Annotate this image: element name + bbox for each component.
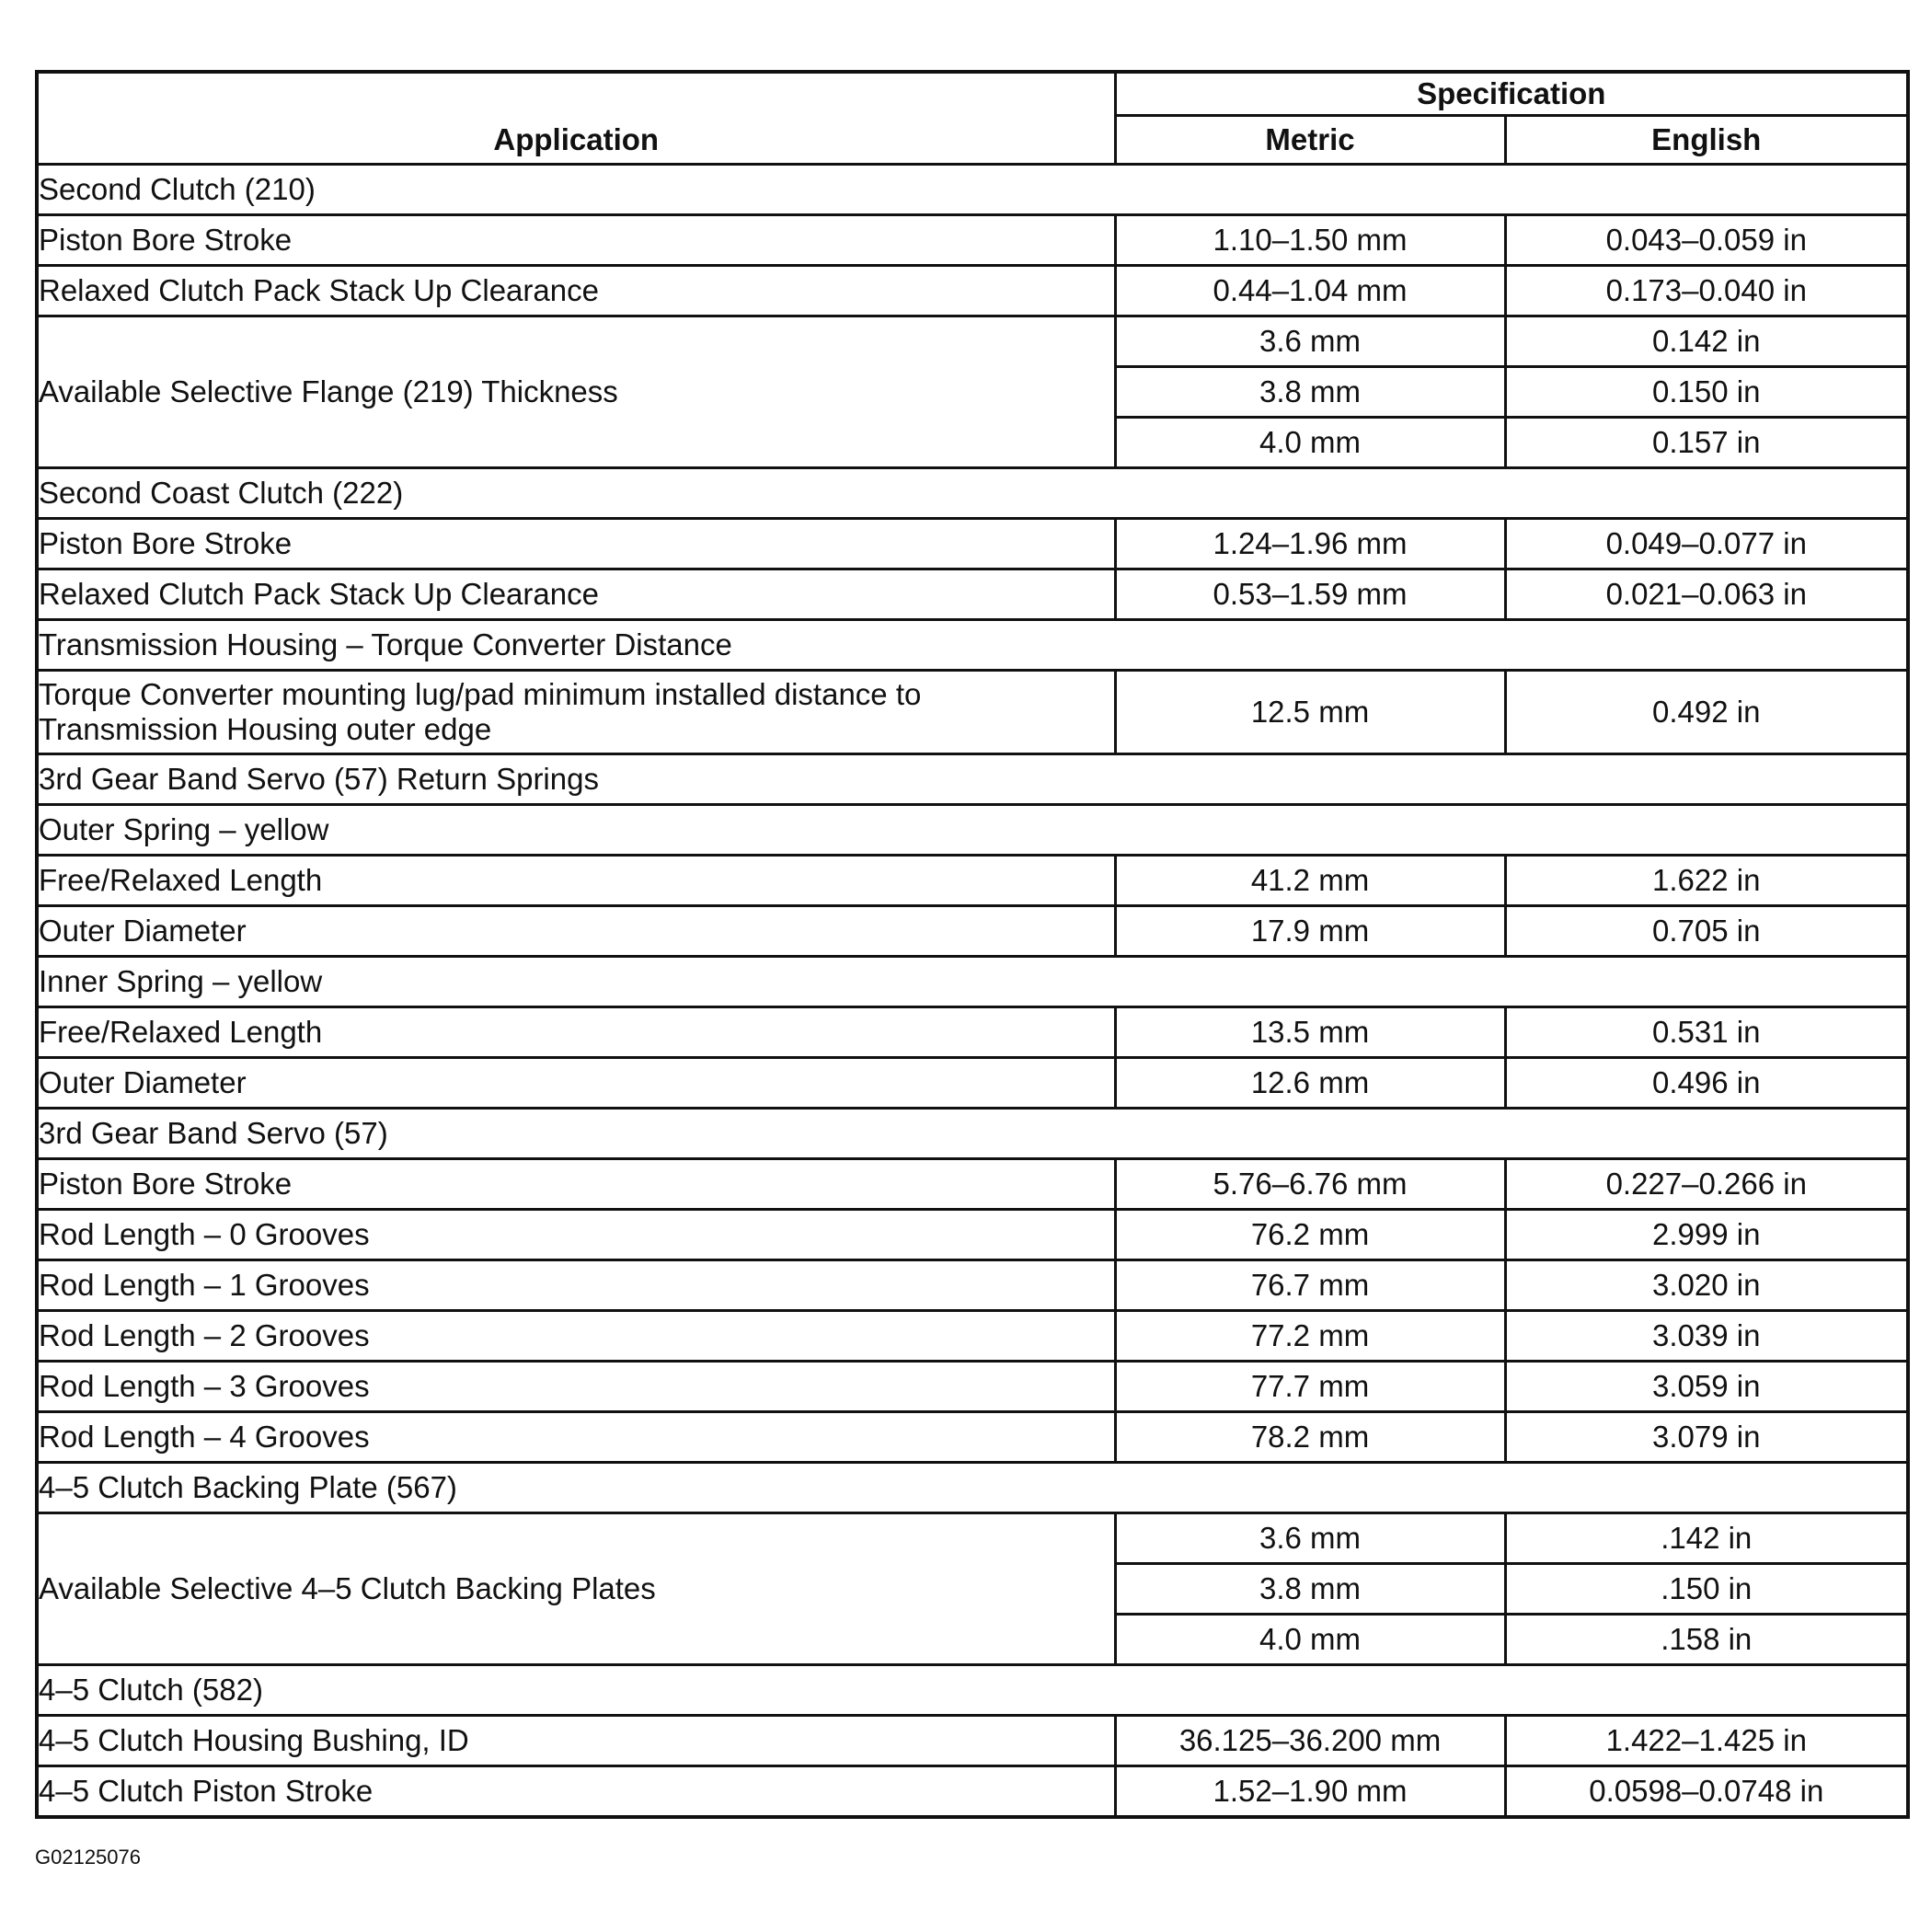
metric-value: 76.7 mm [1115,1260,1505,1311]
row-label-line: Transmission Housing outer edge [39,712,492,746]
english-value: 0.142 in [1505,316,1908,367]
section-row [37,165,1908,215]
metric-value: 3.6 mm [1115,316,1505,367]
row-label: Outer Diameter [37,1058,1115,1109]
english-value: 3.039 in [1505,1311,1908,1362]
row-label: 4–5 Clutch Piston Stroke [37,1766,1115,1818]
table-row [37,316,1908,367]
english-value: 0.043–0.059 in [1505,215,1908,266]
row-label: Rod Length – 2 Grooves [37,1311,1115,1362]
section-title: 3rd Gear Band Servo (57) [37,1109,1908,1159]
english-header: English [1505,116,1908,165]
metric-value: 77.2 mm [1115,1311,1505,1362]
row-label: Piston Bore Stroke [37,215,1115,266]
specification-table [35,70,1910,1819]
english-value: 2.999 in [1505,1210,1908,1260]
row-label-line: Torque Converter mounting lug/pad minimum installed distance to [39,677,922,711]
subsection-row [37,805,1908,856]
table-row [37,1007,1908,1058]
metric-value: 0.53–1.59 mm [1115,569,1505,620]
metric-value: 0.44–1.04 mm [1115,266,1505,316]
section-title: 4–5 Clutch (582) [37,1665,1908,1716]
english-value: 0.150 in [1505,367,1908,418]
table-row [37,856,1908,906]
section-title: Second Clutch (210) [37,165,1908,215]
table-row [37,569,1908,620]
section-title: 4–5 Clutch Backing Plate (567) [37,1463,1908,1513]
metric-header: Metric [1115,116,1505,165]
section-title: Second Coast Clutch (222) [37,468,1908,519]
section-row [37,468,1908,519]
english-value: 1.422–1.425 in [1505,1716,1908,1766]
subsection-title: Outer Spring – yellow [37,805,1908,856]
table-row [37,1716,1908,1766]
row-label: Available Selective 4–5 Clutch Backing Plates [37,1513,1115,1665]
metric-value: 77.7 mm [1115,1362,1505,1412]
table-row [37,1159,1908,1210]
row-label: Outer Diameter [37,906,1115,957]
row-label: Relaxed Clutch Pack Stack Up Clearance [37,266,1115,316]
table-row [37,215,1908,266]
table-row [37,1513,1908,1564]
subsection-title: Inner Spring – yellow [37,957,1908,1007]
metric-value: 12.6 mm [1115,1058,1505,1109]
english-value: .158 in [1505,1615,1908,1665]
metric-value: 41.2 mm [1115,856,1505,906]
row-label: Rod Length – 1 Grooves [37,1260,1115,1311]
row-label: Piston Bore Stroke [37,1159,1115,1210]
english-value: 3.020 in [1505,1260,1908,1311]
metric-value: 36.125–36.200 mm [1115,1716,1505,1766]
english-value: 0.173–0.040 in [1505,266,1908,316]
row-label [37,671,1115,754]
english-value: 3.079 in [1505,1412,1908,1463]
english-value: 0.492 in [1505,671,1908,754]
table-row [37,671,1908,754]
metric-value: 1.52–1.90 mm [1115,1766,1505,1818]
row-label: Piston Bore Stroke [37,519,1115,569]
section-row [37,754,1908,805]
table-row [37,266,1908,316]
metric-value: 4.0 mm [1115,418,1505,468]
english-value: .150 in [1505,1564,1908,1615]
metric-value: 4.0 mm [1115,1615,1505,1665]
row-label: Free/Relaxed Length [37,1007,1115,1058]
english-value: 1.622 in [1505,856,1908,906]
metric-value: 78.2 mm [1115,1412,1505,1463]
section-title: Transmission Housing – Torque Converter Distance [37,620,1908,671]
row-label: Rod Length – 0 Grooves [37,1210,1115,1260]
metric-value: 3.6 mm [1115,1513,1505,1564]
table-row [37,1412,1908,1463]
table-row [37,1766,1908,1818]
english-value: .142 in [1505,1513,1908,1564]
table-row [37,906,1908,957]
application-header: Application [37,72,1115,165]
metric-value: 17.9 mm [1115,906,1505,957]
english-value: 0.021–0.063 in [1505,569,1908,620]
specification-header: Specification [1115,72,1908,116]
english-value: 0.531 in [1505,1007,1908,1058]
subsection-row [37,957,1908,1007]
table-row [37,519,1908,569]
metric-value: 13.5 mm [1115,1007,1505,1058]
table-row [37,1260,1908,1311]
figure-id: G02125076 [35,1846,141,1869]
metric-value: 12.5 mm [1115,671,1505,754]
table-row [37,1210,1908,1260]
metric-value: 3.8 mm [1115,1564,1505,1615]
row-label: Rod Length – 4 Grooves [37,1412,1115,1463]
metric-value: 1.24–1.96 mm [1115,519,1505,569]
english-value: 0.705 in [1505,906,1908,957]
metric-value: 3.8 mm [1115,367,1505,418]
english-value: 0.496 in [1505,1058,1908,1109]
section-row [37,1109,1908,1159]
english-value: 0.0598–0.0748 in [1505,1766,1908,1818]
metric-value: 76.2 mm [1115,1210,1505,1260]
section-row [37,1665,1908,1716]
row-label: Relaxed Clutch Pack Stack Up Clearance [37,569,1115,620]
metric-value: 1.10–1.50 mm [1115,215,1505,266]
section-row [37,620,1908,671]
english-value: 0.049–0.077 in [1505,519,1908,569]
english-value: 0.157 in [1505,418,1908,468]
table-row [37,1311,1908,1362]
row-label: 4–5 Clutch Housing Bushing, ID [37,1716,1115,1766]
row-label: Rod Length – 3 Grooves [37,1362,1115,1412]
english-value: 0.227–0.266 in [1505,1159,1908,1210]
table-row [37,1058,1908,1109]
section-title: 3rd Gear Band Servo (57) Return Springs [37,754,1908,805]
english-value: 3.059 in [1505,1362,1908,1412]
table-row [37,1362,1908,1412]
row-label: Available Selective Flange (219) Thickness [37,316,1115,468]
section-row [37,1463,1908,1513]
header-row [37,72,1908,116]
row-label: Free/Relaxed Length [37,856,1115,906]
metric-value: 5.76–6.76 mm [1115,1159,1505,1210]
